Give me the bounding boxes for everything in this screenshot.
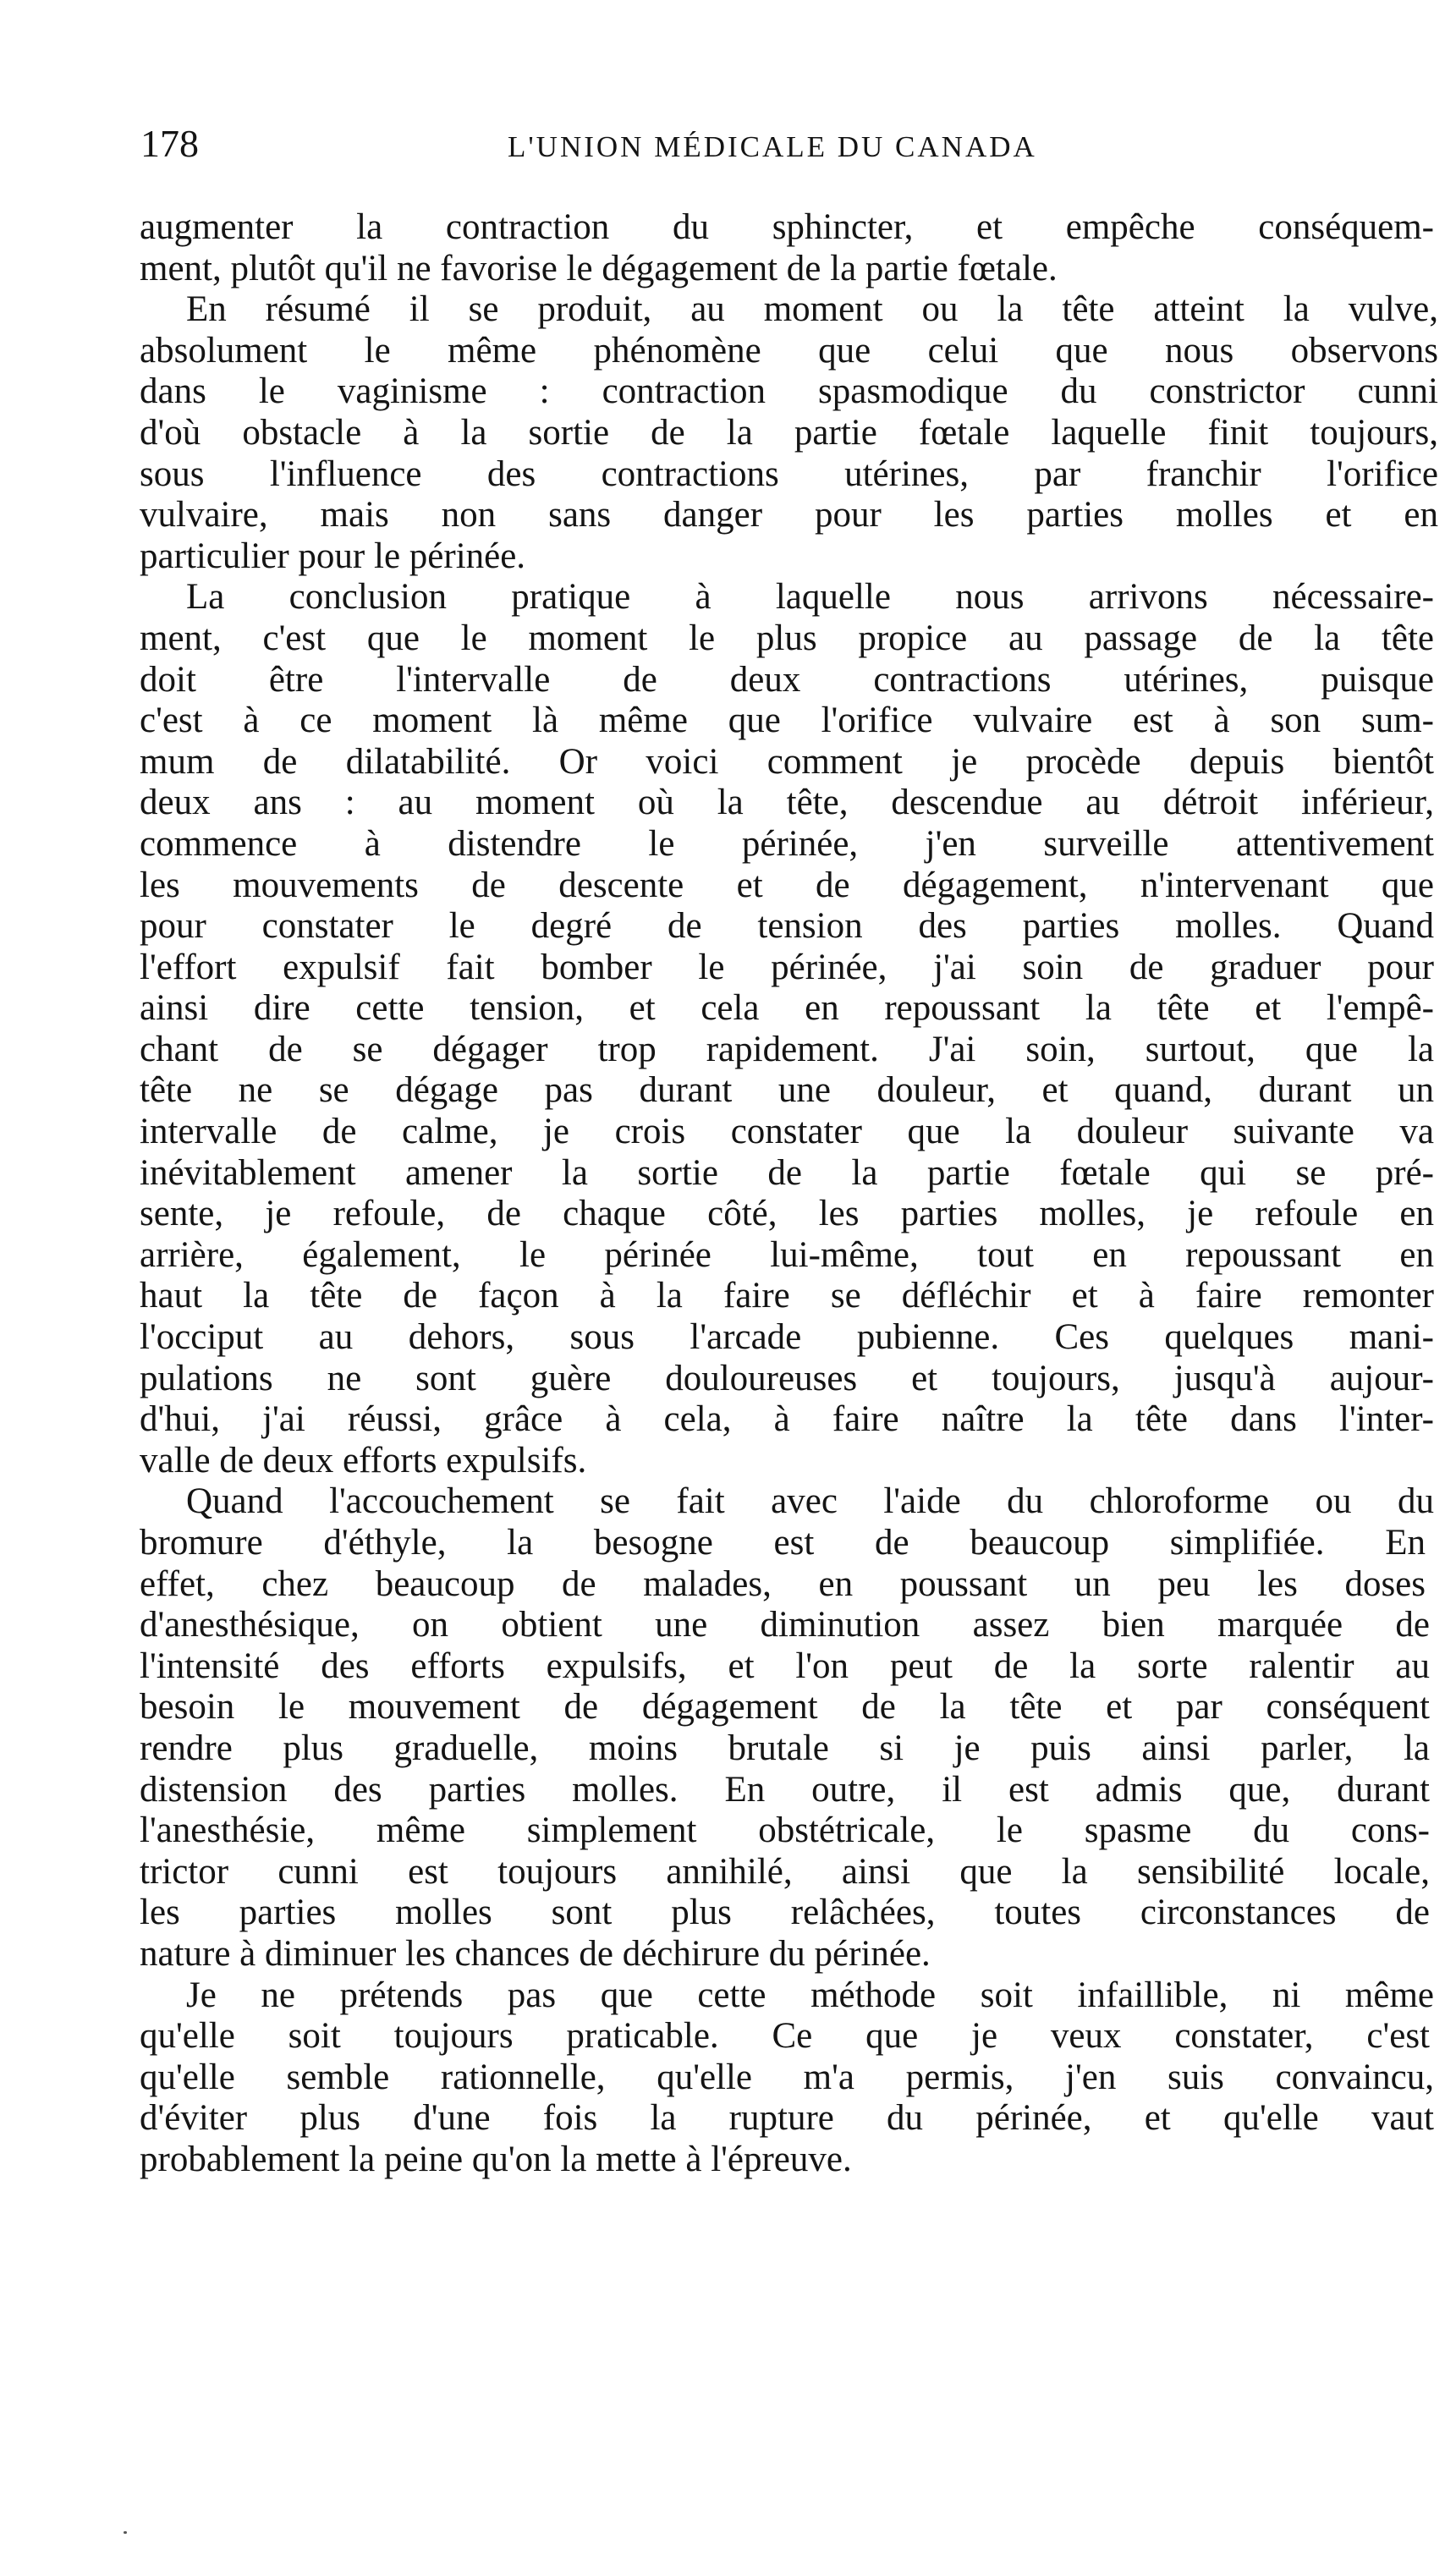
text-line: doit être l'intervalle de deux contractions utérines, puisque <box>140 659 1434 700</box>
text-line: d'anesthésique, on obtient une diminution assez bien marquée de <box>140 1605 1430 1645</box>
text-line: haut la tête de façon à la faire se défléchir et à faire remonter <box>140 1276 1434 1316</box>
text-line: l'effort expulsif fait bomber le périnée, j'ai soin de graduer pour <box>140 947 1434 987</box>
text-line: Quand l'accouchement se fait avec l'aide du chloroforme ou du <box>186 1481 1434 1522</box>
text-line: trictor cunni est toujours annihilé, ainsi que la sensibilité locale, <box>140 1851 1430 1892</box>
text-line: les parties molles sont plus relâchées, toutes circonstances de <box>140 1893 1430 1933</box>
text-line: bromure d'éthyle, la besogne est de beaucoup simplifiée. En <box>140 1523 1426 1563</box>
text-line: l'intensité des efforts expulsifs, et l'on peut de la sorte ralentir au <box>140 1645 1430 1686</box>
text-line: ment, plutôt qu'il ne favorise le dégagement de la partie fœtale. <box>140 248 1058 288</box>
text-line: En résumé il se produit, au moment ou la tête atteint la vulve, <box>186 289 1438 330</box>
page-number: 178 <box>140 122 199 165</box>
text-line: probablement la peine qu'on la mette à l'épreuve. <box>140 2139 852 2179</box>
text-line: valle de deux efforts expulsifs. <box>140 1440 587 1481</box>
text-line: particulier pour le périnée. <box>140 536 526 576</box>
body-text <box>140 207 1438 2181</box>
text-line: chant de se dégager trop rapidement. J'ai soin, surtout, que la <box>140 1029 1434 1069</box>
text-line: mum de dilatabilité. Or voici comment je procède depuis bientôt <box>140 741 1434 782</box>
text-line: intervalle de calme, je crois constater que la douleur suivante va <box>140 1112 1434 1152</box>
text-line: commence à distendre le périnée, j'en surveille attentivement <box>140 823 1434 864</box>
text-line: absolument le même phénomène que celui que nous observons <box>140 330 1438 371</box>
text-line: vulvaire, mais non sans danger pour les parties molles et en <box>140 495 1438 536</box>
text-line: d'éviter plus d'une fois la rupture du périnée, et qu'elle vaut <box>140 2098 1434 2139</box>
text-line: sente, je refoule, de chaque côté, les parties molles, je refoule en <box>140 1194 1434 1234</box>
text-line: pulations ne sont guère douloureuses et toujours, jusqu'à aujour- <box>140 1358 1434 1398</box>
text-line: pour constater le degré de tension des parties molles. Quand <box>140 906 1434 947</box>
text-line: inévitablement amener la sortie de la partie fœtale qui se pré- <box>140 1152 1434 1193</box>
page-header <box>135 118 1430 169</box>
text-line: effet, chez beaucoup de malades, en poussant un peu les doses <box>140 1563 1426 1604</box>
text-line: rendre plus graduelle, moins brutale si je puis ainsi parler, la <box>140 1728 1430 1768</box>
text-line: d'où obstacle à la sortie de la partie fœtale laquelle finit toujours, <box>140 412 1438 453</box>
text-line: nature à diminuer les chances de déchirure du périnée. <box>140 1933 931 1974</box>
text-line: l'occiput au dehors, sous l'arcade pubienne. Ces quelques mani- <box>140 1317 1434 1358</box>
text-line: augmenter la contraction du sphincter, et empêche conséquem- <box>140 207 1434 247</box>
scan-speck <box>124 2531 127 2534</box>
text-line: qu'elle semble rationnelle, qu'elle m'a permis, j'en suis convaincu, <box>140 2057 1434 2097</box>
text-line: c'est à ce moment là même que l'orifice vulvaire est à son sum- <box>140 700 1434 741</box>
text-line: les mouvements de descente et de dégagement, n'intervenant que <box>140 865 1434 905</box>
text-line: l'anesthésie, même simplement obstétricale, le spasme du cons- <box>140 1810 1430 1851</box>
text-line: besoin le mouvement de dégagement de la tête et par conséquent <box>140 1687 1430 1728</box>
text-line: tête ne se dégage pas durant une douleur, et quand, durant un <box>140 1070 1434 1111</box>
text-line: Je ne prétends pas que cette méthode soit infaillible, ni même <box>186 1975 1434 2015</box>
text-line: deux ans : au moment où la tête, descendue au détroit inférieur, <box>140 783 1434 823</box>
running-title: L'UNION MÉDICALE DU CANADA <box>508 130 1037 163</box>
text-line: distension des parties molles. En outre, il est admis que, durant <box>140 1769 1430 1810</box>
text-line: arrière, également, le périnée lui-même, tout en repoussant en <box>140 1234 1434 1275</box>
text-line: qu'elle soit toujours praticable. Ce que je veux constater, c'est <box>140 2016 1430 2057</box>
text-line: ainsi dire cette tension, et cela en repoussant la tête et l'empê- <box>140 988 1434 1029</box>
text-line: dans le vaginisme : contraction spasmodique du constrictor cunni <box>140 371 1438 412</box>
text-line: La conclusion pratique à laquelle nous arrivons nécessaire- <box>186 577 1434 618</box>
text-line: sous l'influence des contractions utérines, par franchir l'orifice <box>140 453 1438 494</box>
text-line: d'hui, j'ai réussi, grâce à cela, à faire naître la tête dans l'inter- <box>140 1399 1434 1440</box>
text-line: ment, c'est que le moment le plus propice au passage de la tête <box>140 618 1434 658</box>
